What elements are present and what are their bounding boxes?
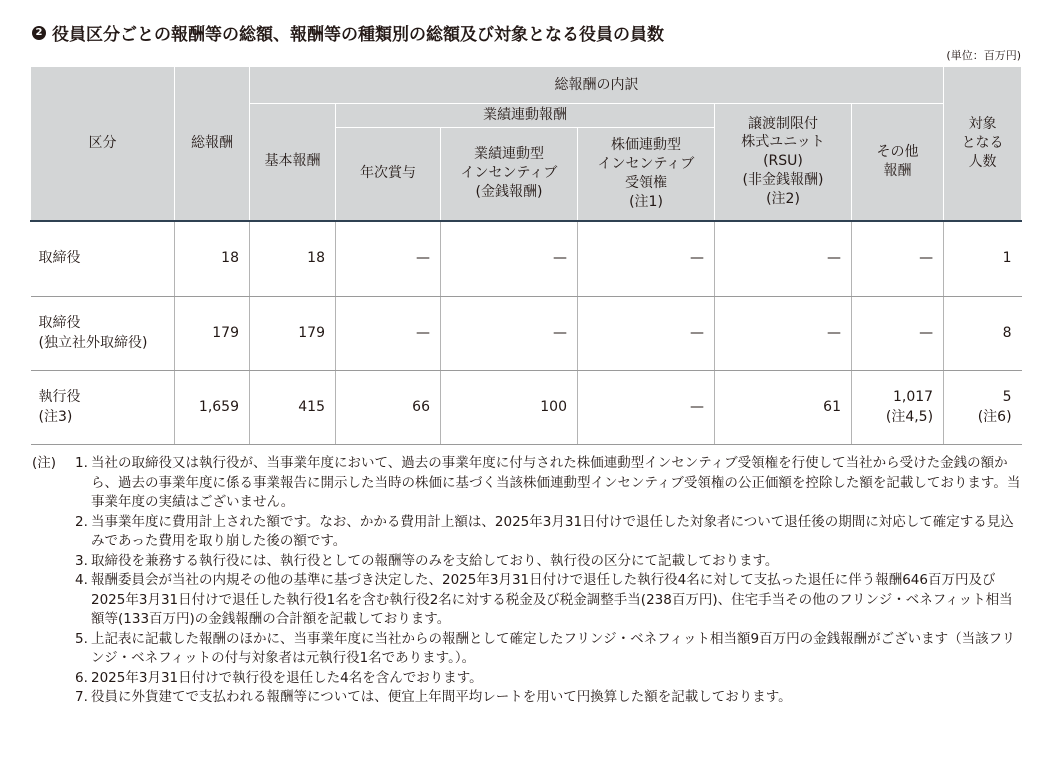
note-number: 2. xyxy=(75,513,88,530)
note-item xyxy=(32,688,1024,708)
note-item xyxy=(32,669,1024,689)
note-item xyxy=(32,552,1024,572)
cell-perf-incentive: 100 xyxy=(441,371,578,445)
table-row xyxy=(31,297,1022,371)
header-total: 総報酬 xyxy=(175,67,250,221)
header-stock-incentive xyxy=(578,128,715,221)
header-annual-bonus: 年次賞与 xyxy=(336,128,441,221)
note-indent xyxy=(32,513,75,552)
note-item xyxy=(32,571,1024,630)
cell-total: 179 xyxy=(175,297,250,371)
cell-bonus: 66 xyxy=(336,371,441,445)
header-other xyxy=(852,104,944,221)
header-kubun: 区分 xyxy=(31,67,175,221)
row-label xyxy=(31,297,175,371)
cell-base: 415 xyxy=(250,371,336,445)
cell-other-line: — xyxy=(919,249,934,266)
unit-label: (単位：百万円) xyxy=(946,49,1021,62)
header-base: 基本報酬 xyxy=(250,104,336,221)
cell-other-line: (注4,5) xyxy=(885,408,934,425)
table-row xyxy=(31,371,1022,445)
compensation-table xyxy=(30,66,1022,445)
note-text: 2025年3月31日付けで執行役を退任した4名を含んでおります。 xyxy=(91,669,483,686)
header-rsu-line: 譲渡制限付 xyxy=(748,115,818,132)
header-count-line: 人数 xyxy=(968,153,997,170)
cell-total: 18 xyxy=(175,221,250,297)
section-title xyxy=(32,20,664,45)
note-number: 7. xyxy=(75,689,88,705)
row-label-line: (注3) xyxy=(38,408,73,425)
header-perf-incentive-line: 業績連動型 xyxy=(474,146,544,163)
header-other-line: 報酬 xyxy=(883,162,912,179)
cell-stock-incentive: — xyxy=(578,221,715,297)
header-stock-incentive-line: 株価連動型 xyxy=(611,136,681,153)
header-perf-incentive xyxy=(441,128,578,221)
cell-other xyxy=(852,371,944,445)
note-number: 1. xyxy=(75,455,88,471)
note-text: 取締役を兼務する執行役には、執行役としての報酬等のみを支給しており、執行役の区分にて記載しております。 xyxy=(91,552,779,569)
cell-base: 18 xyxy=(250,221,336,297)
cell-count-line: 8 xyxy=(1002,324,1012,341)
note-number: 6. xyxy=(75,669,88,686)
row-label-line: (独立社外取締役) xyxy=(38,334,148,351)
note-text: 報酬委員会が当社の内規その他の基準に基づき決定した、2025年3月31日付けで退任した執行役4名に対して支払った退任に伴う報酬646百万円及び2025年3月31日付けで退任した執行役1名を含む執行役2名に対する税金及び税金調整手当(238百万円)、住宅手当その他のフリンジ・ベネフィット相当額等(133百万円)の金銭報酬の合計額を記載しております。 xyxy=(91,572,1013,627)
row-label xyxy=(31,371,175,445)
cell-count-line: (注6) xyxy=(977,408,1012,425)
header-count-line: 対象 xyxy=(968,115,997,132)
note-indent xyxy=(32,552,75,572)
note-item xyxy=(32,513,1024,552)
cell-perf-incentive: — xyxy=(441,297,578,371)
cell-bonus: — xyxy=(336,297,441,371)
cell-rsu: — xyxy=(715,297,852,371)
cell-other-line: 1,017 xyxy=(892,388,934,405)
cell-rsu: 61 xyxy=(715,371,852,445)
header-rsu-line: 株式ユニット xyxy=(741,134,825,151)
cell-count xyxy=(944,221,1022,297)
cell-base: 179 xyxy=(250,297,336,371)
note-indent xyxy=(32,571,75,630)
header-perf-incentive-line: (金銭報酬) xyxy=(475,184,543,201)
header-rsu-line: (注2) xyxy=(766,191,800,208)
header-count-line: となる xyxy=(961,134,1004,151)
section-title-text: 役員区分ごとの報酬等の総額、報酬等の種類別の総額及び対象となる役員の員数 xyxy=(52,25,664,45)
note-item xyxy=(32,454,1024,513)
header-rsu xyxy=(715,104,852,221)
cell-count xyxy=(944,371,1022,445)
header-count xyxy=(944,67,1022,221)
note-text: 上記表に記載した報酬のほかに、当事業年度に当社からの報酬として確定したフリンジ・ベネフィット相当額9百万円の金銭報酬がございます（当該フリンジ・ベネフィットの付与対象者は元執行役1名であります。）。 xyxy=(91,630,1016,666)
cell-stock-incentive: — xyxy=(578,297,715,371)
row-label-line: 執行役 xyxy=(38,388,81,405)
header-perf: 業績連動報酬 xyxy=(336,104,715,128)
note-text: 当社の取締役又は執行役が、当事業年度において、過去の事業年度に付与された株価連動型インセンティブ受領権を行使して当社から受けた金銭の額から、過去の事業年度に係る事業報告に開示した当時の株価に基づく当該株価連動型インセンティブ受領権の公正価額を控除した額を記載しております。当事業年度の実績はございません。 xyxy=(91,455,1021,510)
note-number: 4. xyxy=(75,572,88,588)
cell-other xyxy=(852,297,944,371)
cell-other xyxy=(852,221,944,297)
header-perf-incentive-line: インセンティブ xyxy=(460,165,558,182)
row-label-line: 取締役 xyxy=(38,314,81,331)
notes-prefix: (注) xyxy=(32,455,57,471)
header-other-line: その他 xyxy=(876,143,919,160)
header-breakdown: 総報酬の内訳 xyxy=(250,67,944,104)
cell-stock-incentive: — xyxy=(578,371,715,445)
note-indent xyxy=(32,630,75,669)
header-rsu-line: (RSU) xyxy=(763,153,803,170)
note-text: 役員に外貨建てで支払われる報酬等については、便宜上年間平均レートを用いて円換算した額を記載しております。 xyxy=(91,689,792,705)
section-number-badge: 2 xyxy=(32,26,46,40)
cell-other-line: — xyxy=(919,324,934,341)
cell-perf-incentive: — xyxy=(441,221,578,297)
note-number: 5. xyxy=(75,630,88,647)
header-stock-incentive-line: 受領権 xyxy=(625,174,667,191)
note-item xyxy=(32,630,1024,669)
cell-bonus: — xyxy=(336,221,441,297)
cell-count-line: 1 xyxy=(1002,249,1012,266)
cell-count xyxy=(944,297,1022,371)
cell-rsu: — xyxy=(715,221,852,297)
header-stock-incentive-line: インセンティブ xyxy=(597,155,695,172)
table-row xyxy=(31,221,1022,297)
note-text: 当事業年度に費用計上された額です。なお、かかる費用計上額は、2025年3月31日付けで退任した対象者について退任後の期間に対応して確定する見込みであった費用を取り崩した後の額です。 xyxy=(91,513,1014,549)
note-indent xyxy=(32,688,75,708)
cell-total: 1,659 xyxy=(175,371,250,445)
cell-count-line: 5 xyxy=(1002,388,1012,405)
row-label xyxy=(31,221,175,297)
note-indent xyxy=(32,669,75,689)
header-stock-incentive-line: (注1) xyxy=(629,193,663,210)
note-number: 3. xyxy=(75,552,88,569)
row-label-line: 取締役 xyxy=(38,249,81,266)
header-rsu-line: (非金銭報酬) xyxy=(742,172,824,189)
notes xyxy=(32,454,1024,708)
